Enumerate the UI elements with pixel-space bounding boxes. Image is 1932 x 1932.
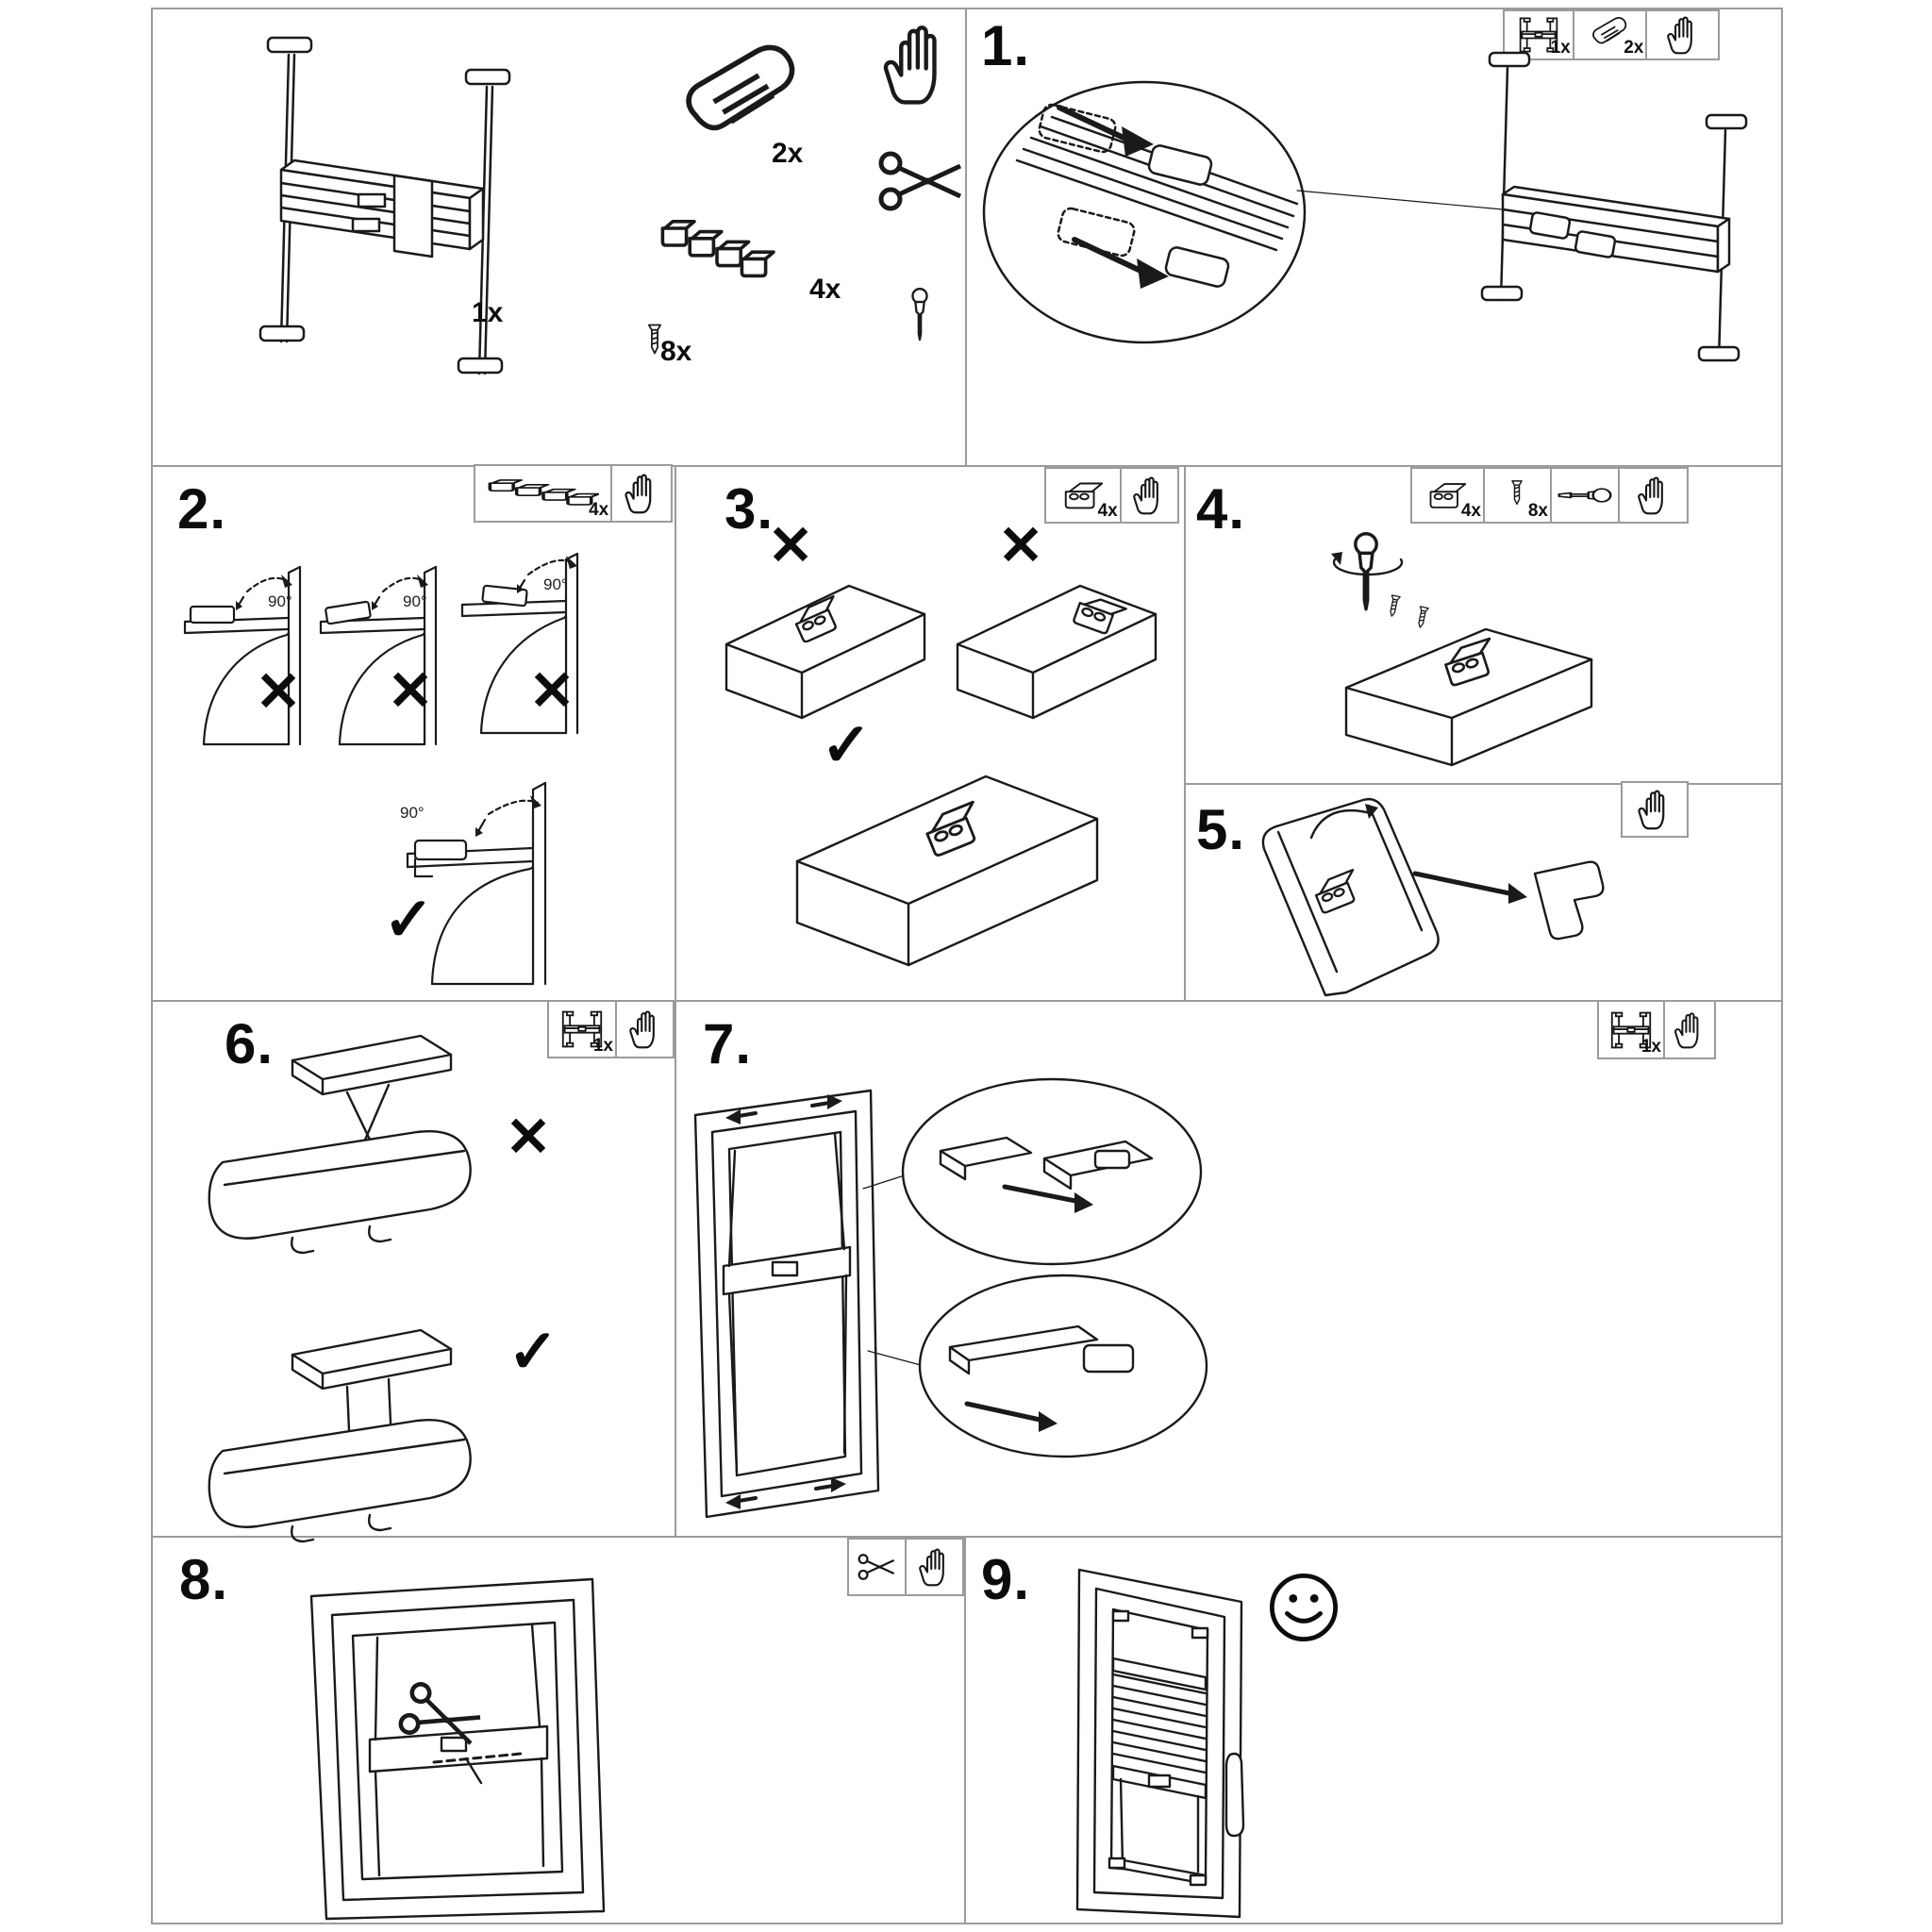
bracket-strip-count-label: 4x (809, 274, 841, 305)
step-4-number: 4. (1196, 477, 1246, 541)
supply-bracket-count: 4x (1460, 501, 1481, 521)
step-8-number: 8. (179, 1548, 229, 1611)
parts-overview-illustration (151, 9, 965, 465)
step-3-number: 3. (724, 477, 774, 541)
step-7-number: 7. (703, 1012, 753, 1075)
supply-blind-count: 1x (1550, 38, 1571, 58)
step-9-number: 9. (981, 1548, 1031, 1611)
step-5-number: 5. (1196, 798, 1246, 861)
smiley-icon (1272, 1575, 1335, 1639)
screw-count-label: 8x (660, 336, 692, 367)
rotate-arrowhead (1331, 552, 1342, 565)
step-1-illustration (965, 9, 1783, 465)
step-3-illustration (675, 465, 1184, 1000)
step-1-number: 1. (981, 14, 1031, 77)
supply-bracket-count: 4x (1097, 501, 1118, 521)
right-mark: ✓ (821, 710, 872, 779)
clamp-count-label: 2x (772, 138, 804, 169)
blind-count-label: 1x (472, 297, 504, 328)
wrong-mark: ✕ (255, 661, 302, 723)
wrong-mark: ✕ (528, 660, 575, 722)
step-7-illustration (675, 1000, 1783, 1536)
right-mark: ✓ (508, 1317, 558, 1386)
supply-screw-count: 8x (1527, 501, 1548, 521)
angle-label-2: 90° (403, 592, 427, 610)
step-2-number: 2. (177, 477, 227, 541)
step-4-illustration (1184, 465, 1783, 783)
supply-blind-count: 1x (592, 1036, 613, 1056)
supply-blind-count: 1x (1641, 1037, 1661, 1057)
remove-arrowhead (1508, 883, 1527, 904)
wrong-mark: ✕ (387, 660, 434, 722)
wrong-mark: ✕ (767, 515, 814, 576)
angle-label-3: 90° (543, 575, 568, 593)
border-bottom (151, 1923, 1783, 1924)
wrong-mark: ✕ (997, 515, 1044, 576)
step-6-illustration (151, 1000, 675, 1536)
right-mark: ✓ (383, 885, 434, 954)
step-5-illustration (1184, 783, 1783, 1000)
wrong-mark: ✕ (505, 1107, 552, 1168)
supply-bracket-strip-count: 4x (589, 500, 609, 520)
step-9-illustration (964, 1536, 1783, 1923)
supply-clamp-count: 2x (1624, 38, 1644, 58)
angle-label-1: 90° (268, 592, 292, 610)
step-6-number: 6. (225, 1012, 275, 1075)
step-8-illustration (151, 1536, 964, 1923)
angle-label-4: 90° (400, 804, 425, 822)
